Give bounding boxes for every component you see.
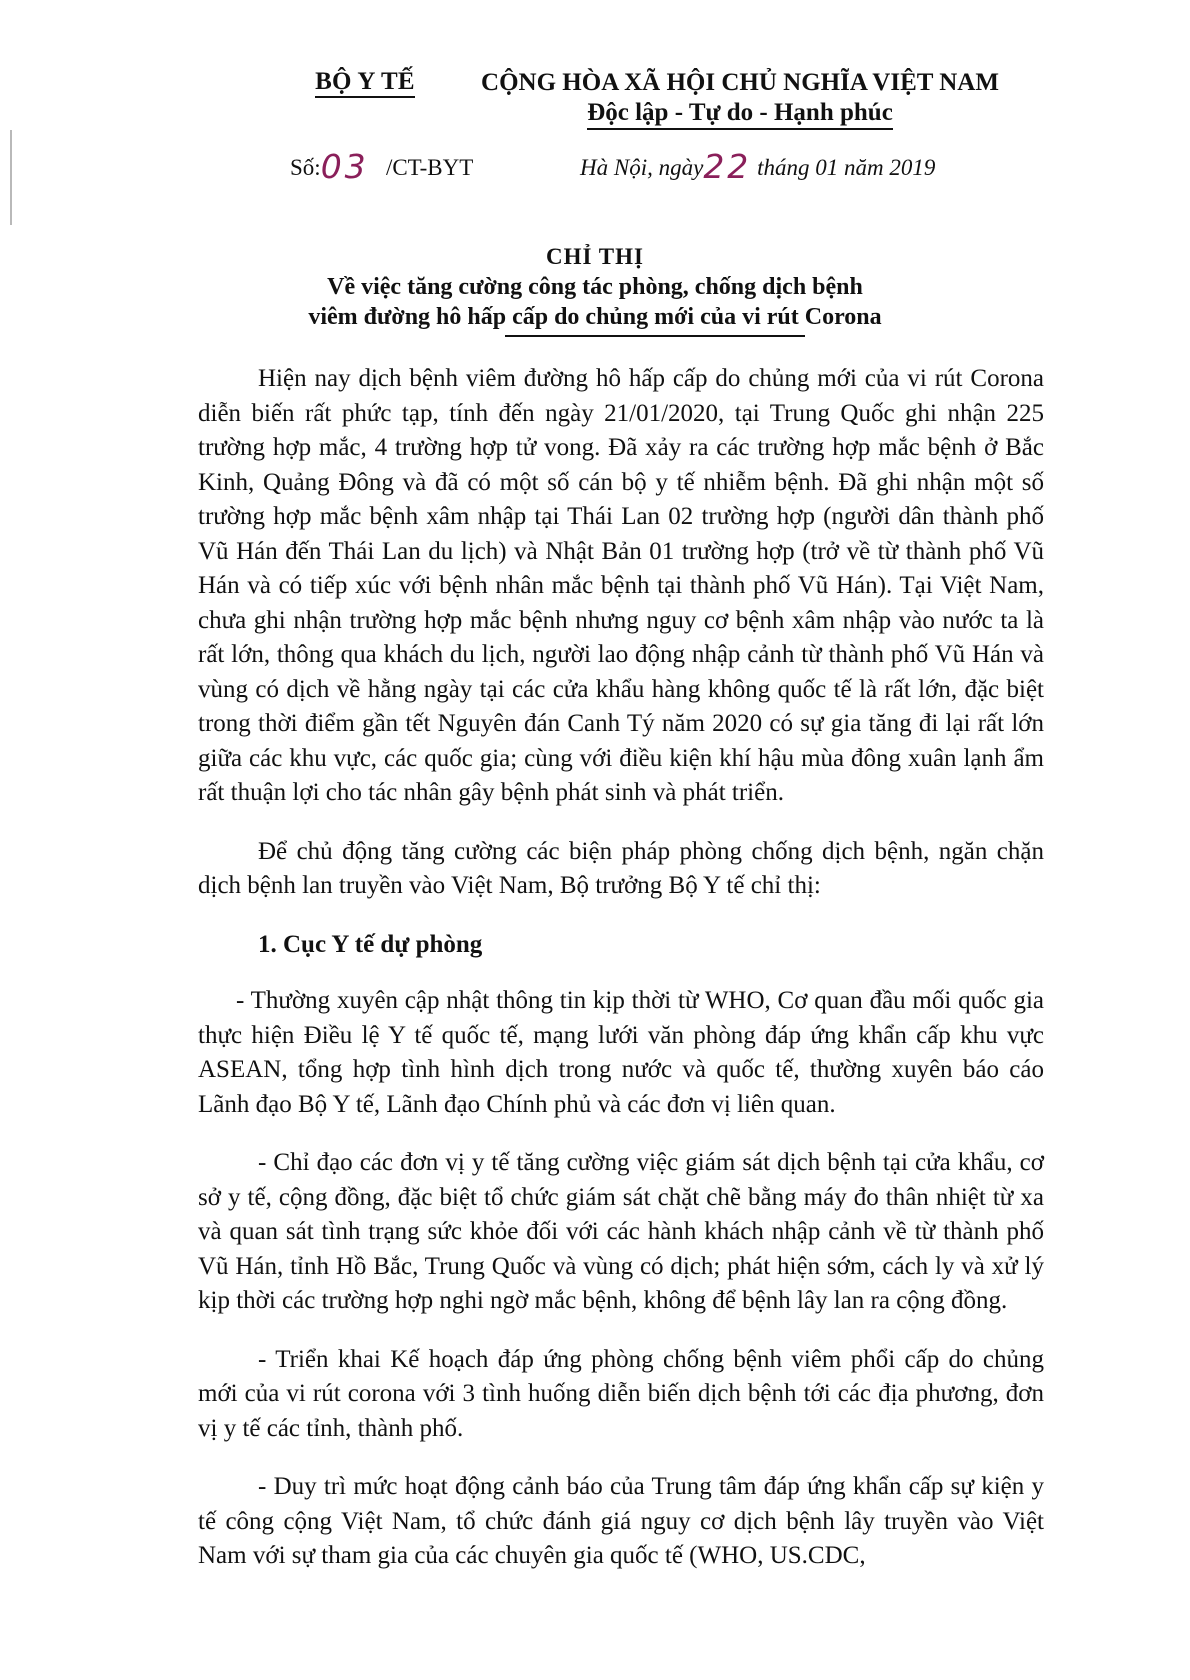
bullet-item-2: - Chỉ đạo các đơn vị y tế tăng cường việc giám sát dịch bệnh tại cửa khẩu, cơ sở y tế, cộng đồng, đặc biệt tổ chức giám sát chặt chẽ bằng máy đo thân nhiệt từ xa và quan sát tình trạng sức khỏe đối với các hành khách nhập cảnh về từ thành phố Vũ Hán, tỉnh Hồ Bắc, Trung Quốc và vùng có dịch; phát hiện sớm, cách ly và xử lý kịp thời các trường hợp nghi ngờ mắc bệnh, không để bệnh lây lan ra cộng đồng. [198, 1149, 1044, 1314]
bullet-item-4: - Duy trì mức hoạt động cảnh báo của Trung tâm đáp ứng khẩn cấp sự kiện y tế công cộng Việt Nam, tổ chức đánh giá nguy cơ dịch bệnh lây truyền vào Việt Nam với sự tham gia của các chuyên gia quốc tế (WHO, US.CDC, [198, 1473, 1044, 1569]
national-heading [480, 68, 1000, 130]
section-heading-1: 1. Cục Y tế dự phòng [258, 930, 483, 958]
bullet-item-3: - Triển khai Kế hoạch đáp ứng phòng chống bệnh viêm phổi cấp do chủng mới của vi rút corona với 3 tình huống diễn biến dịch bệnh tới các địa phương, đơn vị y tế các tỉnh, thành phố. [198, 1345, 1044, 1442]
date-suffix: tháng 01 năm 2019 [757, 155, 936, 180]
document-title [0, 242, 1190, 332]
paragraph-context: Hiện nay dịch bệnh viêm đường hô hấp cấp do chủng mới của vi rút Corona diễn biến rất phức tạp, tính đến ngày 21/01/2020, tại Trung Quốc ghi nhận 225 trường hợp mắc, 4 trường hợp tử vong. Đã xảy ra các trường hợp mắc bệnh ở Bắc Kinh, Quảng Đông và đã có một số cán bộ y tế nhiễm bệnh. Đã ghi nhận một số trường hợp mắc bệnh xâm nhập tại Thái Lan 02 trường hợp (người dân thành phố Vũ Hán đến Thái Lan du lịch) và Nhật Bản 01 trường hợp (trở về từ thành phố Vũ Hán và có tiếp xúc với bệnh nhân mắc bệnh tại thành phố Vũ Hán). Tại Việt Nam, chưa ghi nhận trường hợp mắc bệnh nhưng nguy cơ bệnh xâm nhập vào nước ta là rất lớn, thông qua khách du lịch, người lao động nhập cảnh từ thành phố Vũ Hán và vùng có dịch về hằng ngày tại các cửa khẩu hàng không quốc tế là rất lớn, đặc biệt trong thời điểm gần tết Nguyên đán Canh Tý năm 2020 có sự gia tăng đi lại rất lớn giữa các khu vực, các quốc gia; cùng với điều kiện khí hậu mùa đông xuân lạnh ẩm rất thuận lợi cho tác nhân gây bệnh phát sinh và phát triển. [198, 365, 1044, 806]
document-number [290, 144, 474, 186]
bullet-item-1: - Thường xuyên cập nhật thông tin kịp thời từ WHO, Cơ quan đầu mối quốc gia thực hiện Điều lệ Y tế quốc tế, mạng lưới văn phòng đáp ứng khẩn cấp khu vực ASEAN, tổng hợp tình hình dịch trong nước và quốc tế, thường xuyên báo cáo Lãnh đạo Bộ Y tế, Lãnh đạo Chính phủ và các đơn vị liên quan. [198, 987, 1044, 1118]
date-prefix: Hà Nội, ngày [580, 155, 704, 180]
place-and-date [580, 144, 936, 186]
title-subject-line2: viêm đường hô hấp cấp do chủng mới của vi rút Corona [308, 304, 882, 330]
handwritten-day: 22 [703, 147, 752, 186]
nation-name: CỘNG HÒA XÃ HỘI CHỦ NGHĨA VIỆT NAM [481, 69, 999, 96]
issuing-agency: BỘ Y TẾ [250, 68, 480, 96]
handwritten-number: 03 [320, 147, 369, 186]
doc-no-prefix: Số: [290, 155, 321, 180]
title-type: CHỈ THỊ [546, 244, 644, 269]
title-underline [505, 335, 805, 337]
title-subject-line1: Về việc tăng cường công tác phòng, chống dịch bệnh [327, 274, 863, 300]
document-header [0, 58, 1190, 188]
doc-no-suffix: /CT-BYT [385, 155, 474, 180]
national-motto: Độc lập - Tự do - Hạnh phúc [587, 98, 893, 130]
paragraph-directive-intro: Để chủ động tăng cường các biện pháp phòng chống dịch bệnh, ngăn chặn dịch bệnh lan truyền vào Việt Nam, Bộ trưởng Bộ Y tế chỉ thị: [198, 837, 1044, 899]
document-body [198, 362, 1044, 1598]
